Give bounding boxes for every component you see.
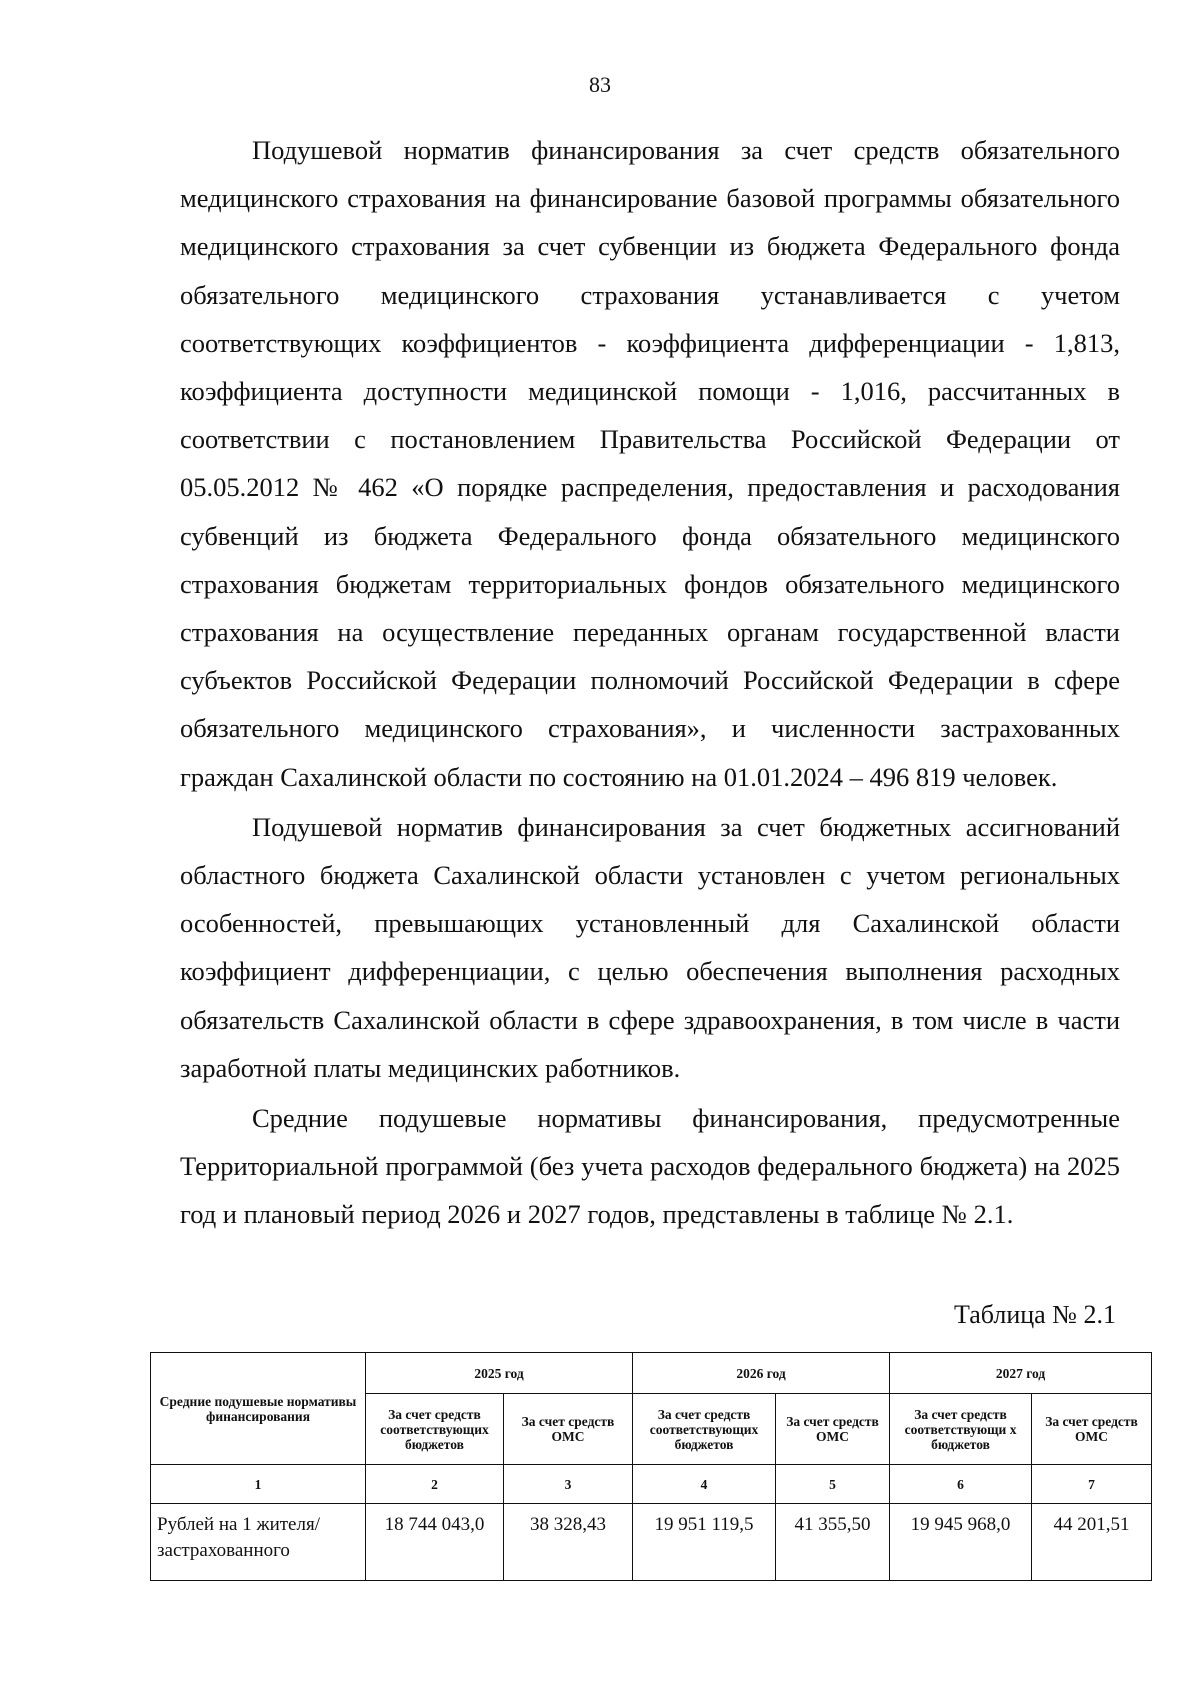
- column-header: За счет средств соответствующи х бюджетов: [890, 1394, 1032, 1465]
- table-cell: 19 945 968,0: [890, 1504, 1032, 1581]
- table-row: [151, 1504, 1152, 1581]
- column-header: За счет средств ОМС: [1032, 1394, 1152, 1465]
- year-header: 2025 год: [366, 1353, 633, 1394]
- table-cell: 18 744 043,0: [366, 1504, 504, 1581]
- column-number: 1: [151, 1465, 366, 1504]
- year-header: 2027 год: [890, 1353, 1152, 1394]
- table-cell: 44 201,51: [1032, 1504, 1152, 1581]
- column-header: За счет средств ОМС: [504, 1394, 633, 1465]
- table-cell: 41 355,50: [776, 1504, 890, 1581]
- row-header-cell: Средние подушевые нормативы финансирования: [151, 1353, 366, 1465]
- paragraph: Подушевой норматив финансирования за счет средств обязательного медицинского страхования на финансирование базовой программы обязательного медицинского страхования за счет субвенции из бюджета Федерального фонда обязательного медицинского страхования устанавливается с учетом соответствующих коэффициентов - коэффициента дифференциации - 1,813, коэффициента доступности медицинской помощи - 1,016, рассчитанных в соответствии с постановлением Правительства Российской Федерации от 05.05.2012 № 462 «О порядке распределения, предоставления и расходования субвенций из бюджета Федерального фонда обязательного медицинского страхования бюджетам территориальных фондов обязательного медицинского страхования на осуществление переданных органам государственной власти субъектов Российской Федерации полномочий Российской Федерации в сфере обязательного медицинского страхования», и численности застрахованных граждан Сахалинской области по состоянию на 01.01.2024 – 496 819 человек.: [180, 135, 1120, 792]
- column-header: За счет средств ОМС: [776, 1394, 890, 1465]
- column-number: 4: [633, 1465, 776, 1504]
- column-number: 5: [776, 1465, 890, 1504]
- financing-norms-table: [150, 1352, 1152, 1581]
- page-number: 83: [589, 72, 611, 97]
- column-number: 7: [1032, 1465, 1152, 1504]
- column-header: За счет средств соответствующих бюджетов: [633, 1394, 776, 1465]
- year-header: 2026 год: [633, 1353, 890, 1394]
- column-number: 6: [890, 1465, 1032, 1504]
- table-cell: 38 328,43: [504, 1504, 633, 1581]
- row-label: Рублей на 1 жителя/ застрахованного: [151, 1504, 366, 1581]
- paragraph: Средние подушевые нормативы финансирования, предусмотренные Территориальной программой (без учета расходов федерального бюджета) на 2025 год и плановый период 2026 и 2027 годов, представлены в таблице № 2.1.: [180, 1103, 1120, 1230]
- column-number: 2: [366, 1465, 504, 1504]
- table-caption: Таблица № 2.1: [953, 1300, 1116, 1329]
- paragraph: Подушевой норматив финансирования за счет бюджетных ассигнований областного бюджета Сахалинской области установлен с учетом региональных особенностей, превышающих установленный для Сахалинской области коэффициент дифференциации, с целью обеспечения выполнения расходных обязательств Сахалинской области в сфере здравоохранения, в том числе в части заработной платы медицинских работников.: [180, 811, 1120, 1083]
- body-text: [180, 126, 1120, 1239]
- table-cell: 19 951 119,5: [633, 1504, 776, 1581]
- column-number: 3: [504, 1465, 633, 1504]
- column-header: За счет средств соответствующих бюджетов: [366, 1394, 504, 1465]
